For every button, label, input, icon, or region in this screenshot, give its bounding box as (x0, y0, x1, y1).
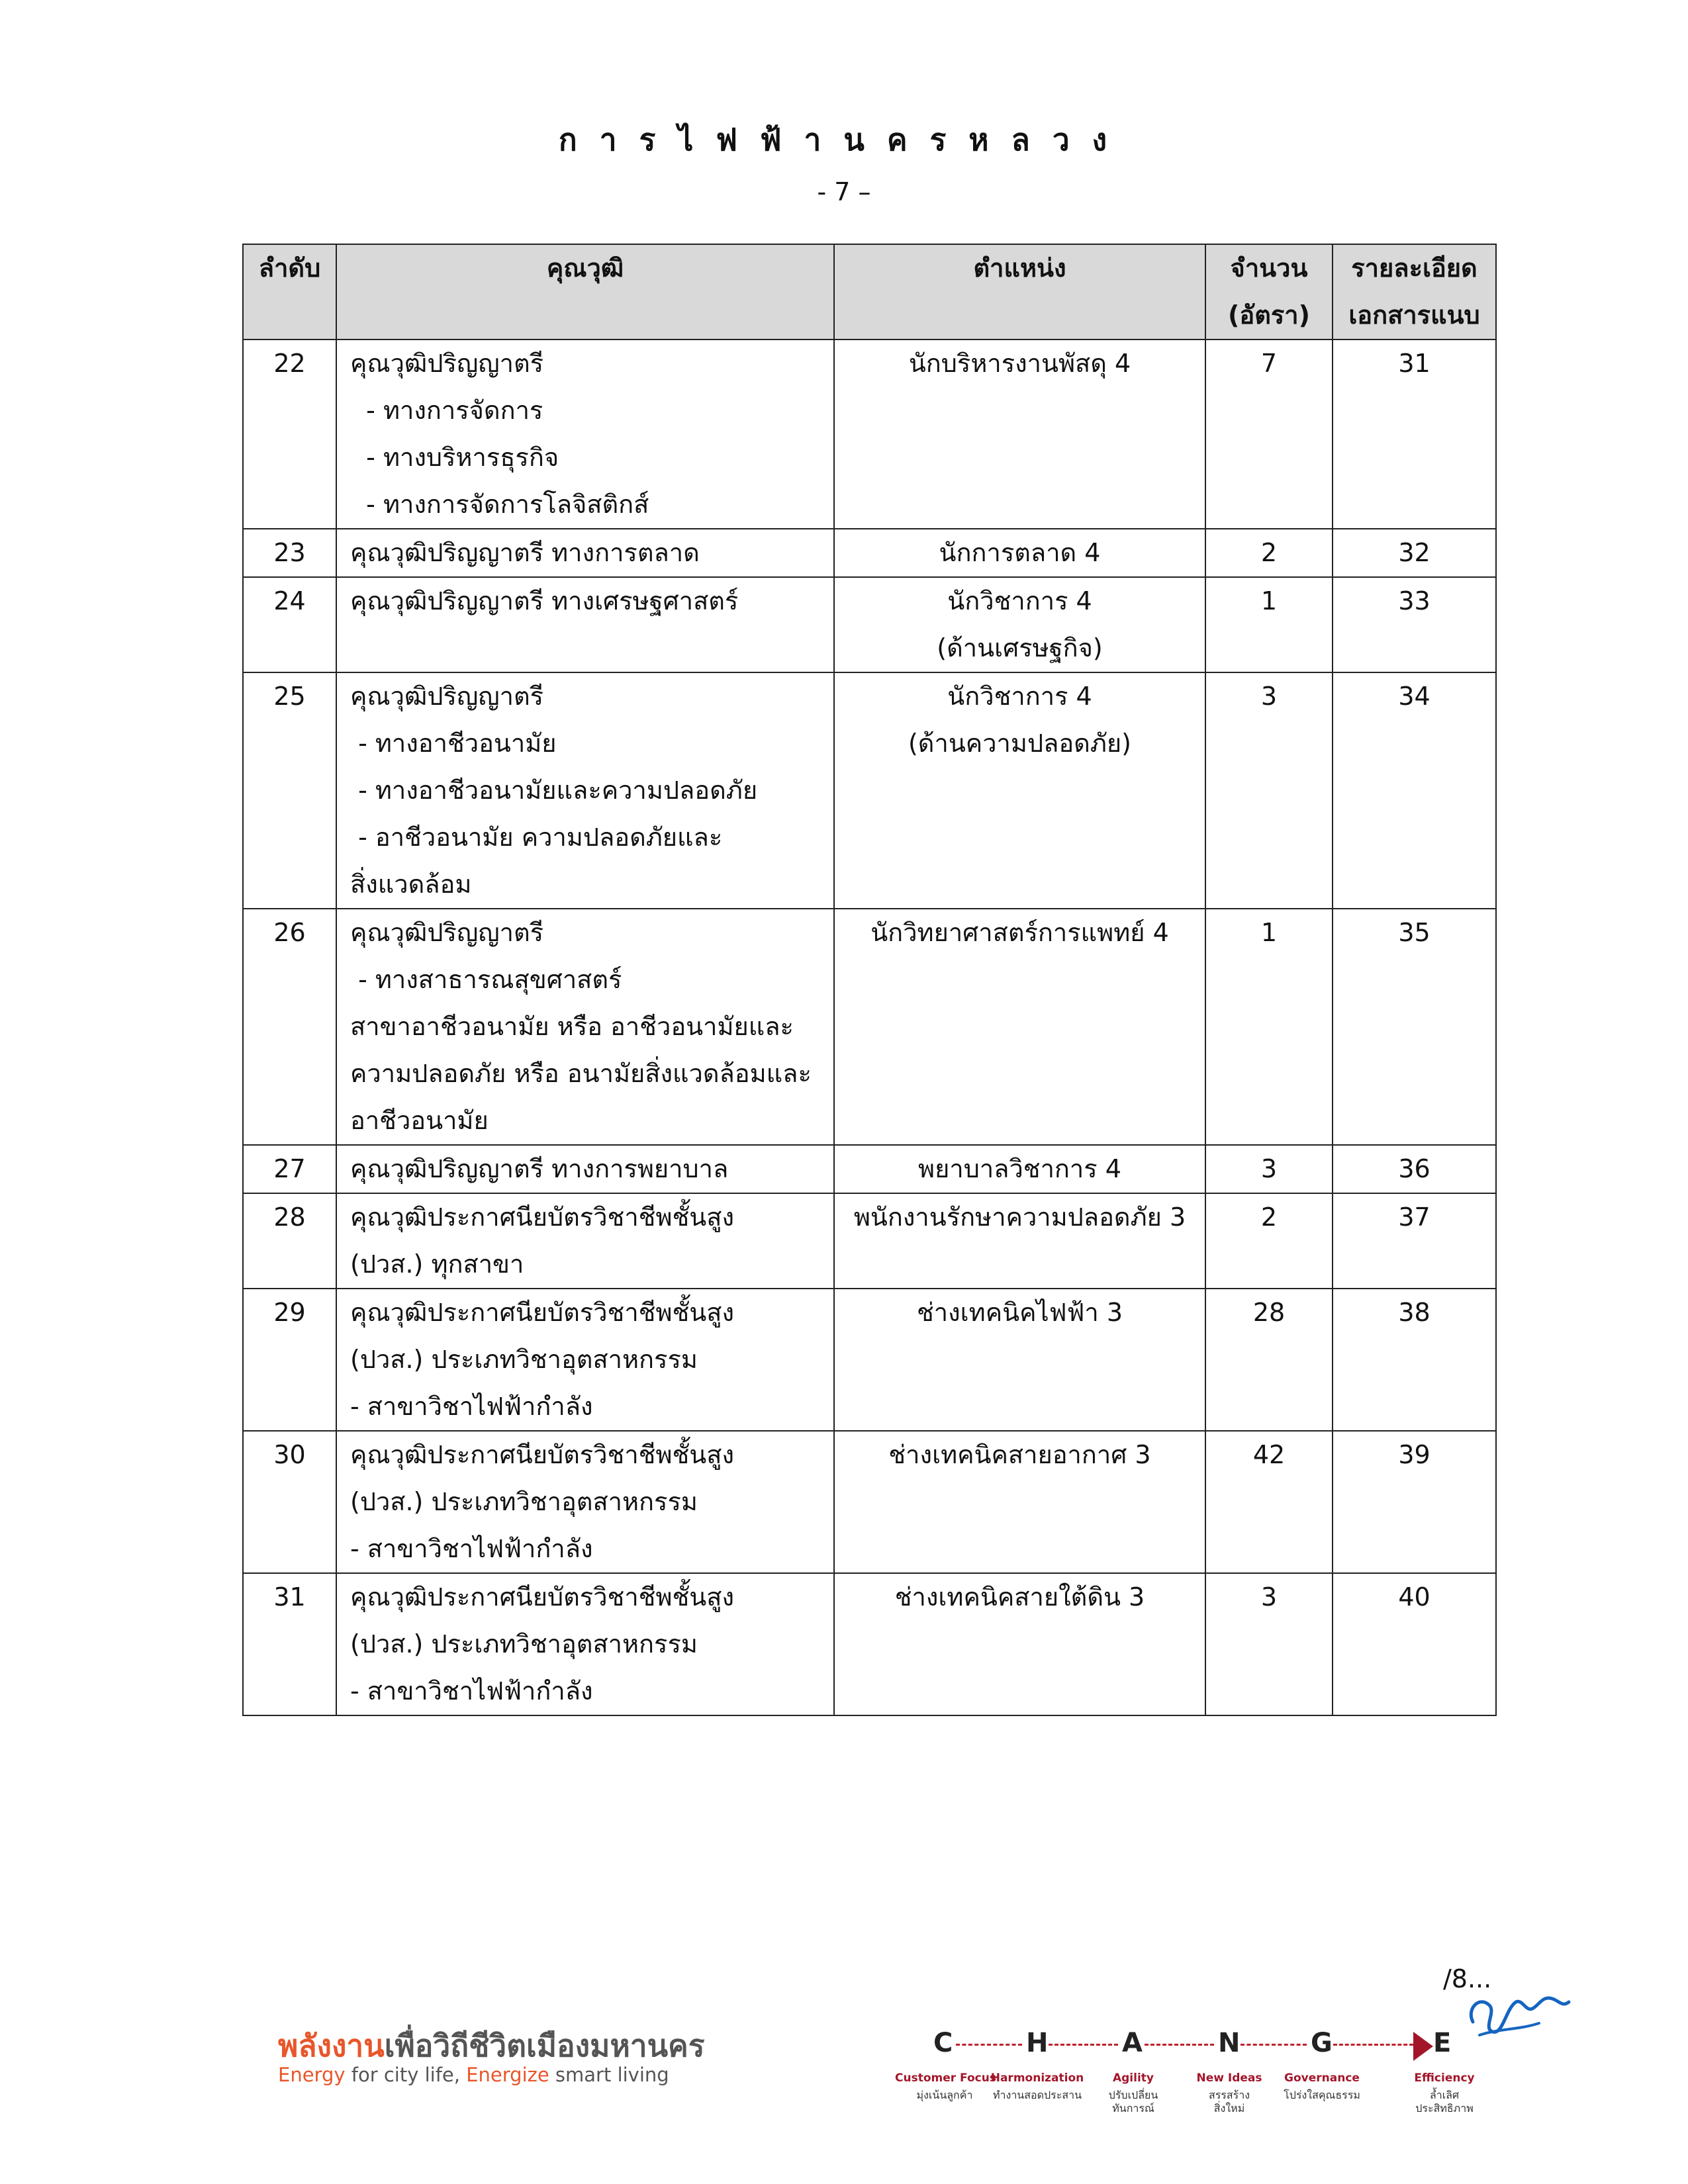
count-cell: 2 (1205, 529, 1333, 577)
position-cell (834, 529, 1205, 577)
qualification-cell-line: (ปวส.) ประเภทวิชาอุตสาหกรรม (350, 1629, 698, 1659)
position-cell-line: ช่างเทคนิคไฟฟ้า 3 (916, 1298, 1123, 1327)
header-attachment (1333, 244, 1496, 340)
change-dash (956, 2044, 1022, 2046)
positions-table (242, 244, 1497, 1716)
qualification-cell (336, 1573, 834, 1715)
count-cell: 28 (1205, 1289, 1333, 1431)
qualification-cell (336, 672, 834, 909)
count-cell: 1 (1205, 577, 1333, 672)
count-cell: 7 (1205, 340, 1333, 529)
table-row (243, 1145, 1496, 1193)
change-value-english: Agility (1112, 2071, 1154, 2085)
qualification-cell-line: (ปวส.) ประเภทวิชาอุตสาหกรรม (350, 1345, 698, 1374)
table-row (243, 577, 1496, 672)
header-count-line2: (อัตรา) (1228, 300, 1310, 330)
position-cell-line: (ด้านเศรษฐกิจ) (937, 633, 1103, 662)
qualification-cell-line: คุณวุฒิประกาศนียบัตรวิชาชีพชั้นสูง (350, 1440, 735, 1469)
qualification-cell-line: - ทางการจัดการ (350, 396, 543, 425)
change-value-english: Customer Focus (895, 2071, 996, 2085)
count-cell: 3 (1205, 672, 1333, 909)
qualification-cell-line: คุณวุฒิปริญญาตรี (350, 349, 544, 378)
table-body (243, 340, 1496, 1715)
change-value-english: Governance (1284, 2071, 1360, 2085)
count-cell: 42 (1205, 1431, 1333, 1573)
row-number: 23 (243, 529, 336, 577)
change-value-thai-line: สรรสร้าง (1208, 2089, 1250, 2101)
position-cell-line: นักวิทยาศาสตร์การแพทย์ 4 (870, 918, 1169, 947)
row-number: 30 (243, 1431, 336, 1573)
attachment-cell: 35 (1333, 909, 1496, 1145)
change-value-english: New Ideas (1196, 2071, 1262, 2085)
slogan-thai-rest: เพื่อวิถีชีวิตเมืองมหานคร (384, 2028, 705, 2064)
page-number: - 7 – (817, 177, 871, 206)
change-value-thai-line: ปรับเปลี่ยน (1108, 2089, 1158, 2101)
qualification-cell (336, 340, 834, 529)
change-value-thai (1272, 2089, 1372, 2102)
qualification-cell-line: คุณวุฒิปริญญาตรี ทางการพยาบาล (350, 1154, 729, 1183)
qualification-cell (336, 1431, 834, 1573)
change-value-thai-line: มุ่งเน้นลูกค้า (916, 2089, 973, 2101)
position-cell-line: ช่างเทคนิคสายอากาศ 3 (888, 1440, 1151, 1469)
position-cell-line: นักวิชาการ 4 (947, 682, 1092, 711)
count-cell: 3 (1205, 1573, 1333, 1715)
change-value-thai-line: โปร่งใสคุณธรรม (1284, 2089, 1360, 2101)
change-value-thai (1180, 2089, 1279, 2115)
change-value-thai-line: ทันการณ์ (1112, 2102, 1154, 2115)
change-value-thai (895, 2089, 994, 2102)
change-value-thai (988, 2089, 1087, 2102)
position-cell-line: (ด้านความปลอดภัย) (908, 729, 1131, 758)
attachment-cell: 38 (1333, 1289, 1496, 1431)
row-number: 25 (243, 672, 336, 909)
qualification-cell-line: - สาขาวิชาไฟฟ้ากำลัง (350, 1676, 593, 1706)
row-number: 24 (243, 577, 336, 672)
row-number: 28 (243, 1193, 336, 1289)
qualification-cell (336, 577, 834, 672)
change-value-thai-line: ทำงานสอดประสาน (992, 2089, 1082, 2101)
table-row (243, 1431, 1496, 1573)
slogan-english-energize: Energize (466, 2064, 549, 2086)
qualification-cell-line: - ทางอาชีวอนามัยและความปลอดภัย (350, 776, 758, 805)
change-letter: N (1218, 2028, 1241, 2058)
position-cell (834, 672, 1205, 909)
table-row (243, 909, 1496, 1145)
header-count (1205, 244, 1333, 340)
qualification-cell-line: คุณวุฒิปริญญาตรี (350, 682, 544, 711)
attachment-cell: 36 (1333, 1145, 1496, 1193)
position-cell-line: นักวิชาการ 4 (947, 586, 1092, 615)
attachment-cell: 40 (1333, 1573, 1496, 1715)
header-qualification: คุณวุฒิ (336, 244, 834, 340)
row-number: 26 (243, 909, 336, 1145)
change-letter: H (1026, 2028, 1049, 2058)
qualification-cell-line: - ทางการจัดการโลจิสติกส์ (350, 490, 649, 519)
attachment-cell: 39 (1333, 1431, 1496, 1573)
qualification-cell-line: คุณวุฒิปริญญาตรี ทางการตลาด (350, 538, 700, 567)
count-cell: 3 (1205, 1145, 1333, 1193)
change-dash (1333, 2044, 1413, 2046)
qualification-cell-line: - ทางอาชีวอนามัย (350, 729, 557, 758)
change-values-logo (895, 2028, 1476, 2127)
qualification-cell-line: - ทางบริหารธุรกิจ (350, 443, 559, 472)
change-value-thai (1395, 2089, 1494, 2115)
position-cell-line: ช่างเทคนิคสายใต้ดิน 3 (894, 1582, 1145, 1612)
change-letter: C (933, 2028, 953, 2058)
attachment-cell: 33 (1333, 577, 1496, 672)
position-cell (834, 909, 1205, 1145)
row-number: 31 (243, 1573, 336, 1715)
qualification-cell-line: คุณวุฒิปริญญาตรี (350, 918, 544, 947)
signature-icon (1460, 1982, 1572, 2042)
change-value-english: Harmonization (990, 2071, 1084, 2085)
qualification-cell-line: - สาขาวิชาไฟฟ้ากำลัง (350, 1534, 593, 1563)
change-dash (1241, 2044, 1307, 2046)
qualification-cell-line: ความปลอดภัย หรือ อนามัยสิ่งแวดล้อมและ (350, 1059, 812, 1088)
position-cell (834, 577, 1205, 672)
qualification-cell (336, 1193, 834, 1289)
row-number: 22 (243, 340, 336, 529)
position-cell-line: พยาบาลวิชาการ 4 (918, 1154, 1121, 1183)
position-cell (834, 1193, 1205, 1289)
slogan-english-mid: for city life, (345, 2064, 467, 2086)
page-title: การไฟฟ้านครหลวง (558, 122, 1130, 158)
table-row (243, 340, 1496, 529)
table-row (243, 1573, 1496, 1715)
change-letter: G (1311, 2028, 1333, 2058)
qualification-cell (336, 909, 834, 1145)
qualification-cell-line: - สาขาวิชาไฟฟ้ากำลัง (350, 1392, 593, 1421)
change-letter: A (1122, 2028, 1143, 2058)
slogan-thai-highlight: พลังงาน (278, 2028, 385, 2064)
qualification-cell-line: - ทางสาธารณสุขศาสตร์ (350, 965, 622, 994)
change-arrow-icon (1413, 2032, 1433, 2061)
row-number: 27 (243, 1145, 336, 1193)
qualification-cell-line: อาชีวอนามัย (350, 1106, 489, 1135)
change-value-english: Efficiency (1414, 2071, 1475, 2085)
change-value-thai-line: ล้ำเลิศ (1429, 2089, 1460, 2101)
header-attachment-line2: เอกสารแนบ (1348, 300, 1480, 330)
qualification-cell-line: (ปวส.) ทุกสาขา (350, 1250, 524, 1279)
qualification-cell-line: สิ่งแวดล้อม (350, 870, 472, 899)
change-value-thai-line: ประสิทธิภาพ (1415, 2102, 1474, 2115)
header-no: ลำดับ (243, 244, 336, 340)
qualification-cell-line: - อาชีวอนามัย ความปลอดภัยและ (350, 823, 723, 852)
qualification-cell-line: คุณวุฒิปริญญาตรี ทางเศรษฐศาสตร์ (350, 586, 739, 615)
position-cell (834, 1573, 1205, 1715)
position-cell (834, 1289, 1205, 1431)
attachment-cell: 31 (1333, 340, 1496, 529)
slogan-english (278, 2064, 669, 2086)
table-row (243, 672, 1496, 909)
attachment-cell: 32 (1333, 529, 1496, 577)
next-page-indicator: /8... (1443, 1964, 1492, 1993)
slogan-english-energy: Energy (278, 2064, 346, 2086)
qualification-cell (336, 1289, 834, 1431)
attachment-cell: 37 (1333, 1193, 1496, 1289)
qualification-cell (336, 529, 834, 577)
change-value-thai-line: สิ่งใหม่ (1213, 2102, 1245, 2115)
header-position: ตำแหน่ง (834, 244, 1205, 340)
slogan-english-rest: smart living (549, 2064, 669, 2086)
header-attachment-line1: รายละเอียด (1351, 253, 1477, 283)
header-count-line1: จำนวน (1230, 253, 1308, 283)
change-letter: E (1433, 2028, 1452, 2058)
qualification-cell (336, 1145, 834, 1193)
qualification-cell-line: คุณวุฒิประกาศนียบัตรวิชาชีพชั้นสูง (350, 1203, 735, 1232)
count-cell: 1 (1205, 909, 1333, 1145)
row-number: 29 (243, 1289, 336, 1431)
table-row (243, 529, 1496, 577)
count-cell: 2 (1205, 1193, 1333, 1289)
table-row (243, 1289, 1496, 1431)
position-cell-line: นักบริหารงานพัสดุ 4 (908, 349, 1131, 378)
qualification-cell-line: คุณวุฒิประกาศนียบัตรวิชาชีพชั้นสูง (350, 1298, 735, 1327)
table-header-row (243, 244, 1496, 340)
attachment-cell: 34 (1333, 672, 1496, 909)
change-value-thai (1084, 2089, 1183, 2115)
position-cell (834, 340, 1205, 529)
change-dash (1145, 2044, 1214, 2046)
position-cell (834, 1431, 1205, 1573)
change-dash (1049, 2044, 1118, 2046)
position-cell-line: นักการตลาด 4 (939, 538, 1101, 567)
position-cell-line: พนักงานรักษาความปลอดภัย 3 (853, 1203, 1186, 1232)
table-row (243, 1193, 1496, 1289)
qualification-cell-line: คุณวุฒิประกาศนียบัตรวิชาชีพชั้นสูง (350, 1582, 735, 1612)
qualification-cell-line: (ปวส.) ประเภทวิชาอุตสาหกรรม (350, 1487, 698, 1516)
qualification-cell-line: สาขาอาชีวอนามัย หรือ อาชีวอนามัยและ (350, 1012, 794, 1041)
position-cell (834, 1145, 1205, 1193)
